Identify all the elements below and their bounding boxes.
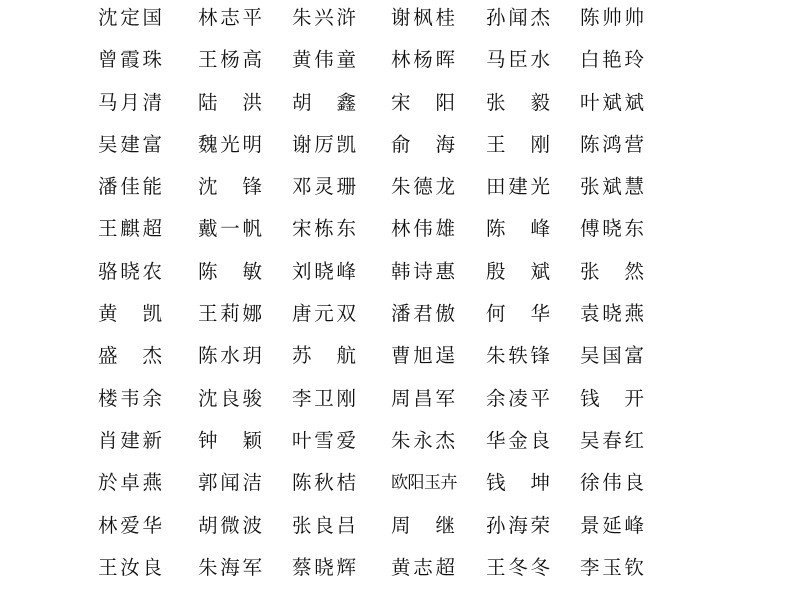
person-name: 欧阳玉卉	[391, 473, 457, 494]
name-row	[98, 298, 658, 340]
person-name: 叶雪爱	[292, 428, 356, 452]
person-name: 徐伟良	[580, 471, 644, 495]
person-name: 田建光	[486, 175, 550, 199]
person-name: 郭闻洁	[198, 471, 262, 495]
person-name: 朱德龙	[391, 175, 455, 199]
person-name: 陆 洪	[198, 90, 262, 114]
person-name: 沈良骏	[198, 386, 262, 410]
person-name: 蔡晓辉	[292, 555, 356, 579]
person-name: 周昌军	[391, 386, 455, 410]
person-name: 余凌平	[486, 386, 550, 410]
person-name: 朱海军	[198, 555, 262, 579]
person-name: 马月清	[98, 90, 162, 114]
person-name: 朱永杰	[391, 428, 455, 452]
name-list-grid	[98, 2, 658, 594]
person-name: 潘佳能	[98, 175, 162, 199]
person-name: 宋 阳	[391, 90, 455, 114]
person-name: 陈 峰	[486, 217, 550, 241]
person-name: 林杨晖	[391, 48, 455, 72]
person-name: 吴国富	[580, 344, 644, 368]
person-name: 沈 锋	[198, 175, 262, 199]
person-name: 李卫刚	[292, 386, 356, 410]
person-name: 王 刚	[486, 132, 550, 156]
person-name: 楼韦余	[98, 386, 162, 410]
person-name: 吴建富	[98, 132, 162, 156]
person-name: 盛 杰	[98, 344, 162, 368]
person-name: 谢枫桂	[391, 6, 455, 29]
person-name: 孙海荣	[486, 513, 550, 537]
person-name: 钱 坤	[486, 471, 550, 495]
person-name: 於卓燕	[98, 471, 162, 495]
person-name: 朱轶锋	[486, 344, 550, 368]
person-name: 陈帅帅	[580, 6, 644, 29]
person-name: 白艳玲	[580, 48, 644, 72]
person-name: 吴春红	[580, 428, 644, 452]
person-name: 林爱华	[98, 513, 162, 537]
name-row	[98, 425, 658, 467]
name-row	[98, 340, 658, 382]
person-name: 陈水玥	[198, 344, 262, 368]
person-name: 曾霞珠	[98, 48, 162, 72]
name-row	[98, 467, 658, 509]
person-name: 周 继	[391, 513, 455, 537]
name-row	[98, 44, 658, 86]
person-name: 王汝良	[98, 555, 162, 579]
person-name: 钟 颖	[198, 428, 262, 452]
person-name: 邓灵珊	[292, 175, 356, 199]
name-row	[98, 256, 658, 298]
person-name: 傅晓东	[580, 217, 644, 241]
name-row	[98, 171, 658, 213]
person-name: 魏光明	[198, 132, 262, 156]
person-name: 林志平	[198, 6, 262, 29]
person-name: 陈 敏	[198, 259, 262, 283]
name-row	[98, 2, 658, 44]
person-name: 王麒超	[98, 217, 162, 241]
person-name: 林伟雄	[391, 217, 455, 241]
person-name: 宋栋东	[292, 217, 356, 241]
name-row	[98, 129, 658, 171]
person-name: 张斌慧	[580, 175, 644, 199]
person-name: 王莉娜	[198, 302, 262, 326]
person-name: 曹旭逞	[391, 344, 455, 368]
person-name: 王冬冬	[486, 555, 550, 579]
person-name: 陈秋桔	[292, 471, 356, 495]
person-name: 刘晓峰	[292, 259, 356, 283]
person-name: 孙闻杰	[486, 6, 550, 29]
person-name: 朱兴浒	[292, 6, 356, 29]
person-name: 胡微波	[198, 513, 262, 537]
person-name: 叶斌斌	[580, 90, 644, 114]
person-name: 马臣水	[486, 48, 550, 72]
person-name: 黄志超	[391, 555, 455, 579]
person-name: 张 然	[580, 259, 644, 283]
person-name: 王杨高	[198, 48, 262, 72]
person-name: 潘君傲	[391, 302, 455, 326]
person-name: 华金良	[486, 428, 550, 452]
name-row	[98, 87, 658, 129]
person-name: 戴一帆	[198, 217, 262, 241]
person-name: 张良吕	[292, 513, 356, 537]
person-name: 张 毅	[486, 90, 550, 114]
name-row	[98, 510, 658, 552]
person-name: 李玉钦	[580, 555, 644, 579]
person-name: 何 华	[486, 302, 550, 326]
person-name: 俞 海	[391, 132, 455, 156]
person-name: 陈鸿营	[580, 132, 644, 156]
person-name: 袁晓燕	[580, 302, 644, 326]
person-name: 骆晓农	[98, 259, 162, 283]
person-name: 钱 开	[580, 386, 644, 410]
person-name: 韩诗惠	[391, 259, 455, 283]
name-row	[98, 552, 658, 594]
name-row	[98, 383, 658, 425]
person-name: 景延峰	[580, 513, 644, 537]
name-row	[98, 213, 658, 255]
person-name: 谢厉凯	[292, 132, 356, 156]
person-name: 唐元双	[292, 302, 356, 326]
person-name: 苏 航	[292, 344, 356, 368]
person-name: 肖建新	[98, 428, 162, 452]
person-name: 沈定国	[98, 6, 162, 29]
person-name: 黄伟童	[292, 48, 356, 72]
person-name: 胡 鑫	[292, 90, 356, 114]
person-name: 黄 凯	[98, 302, 162, 326]
person-name: 殷 斌	[486, 259, 550, 283]
